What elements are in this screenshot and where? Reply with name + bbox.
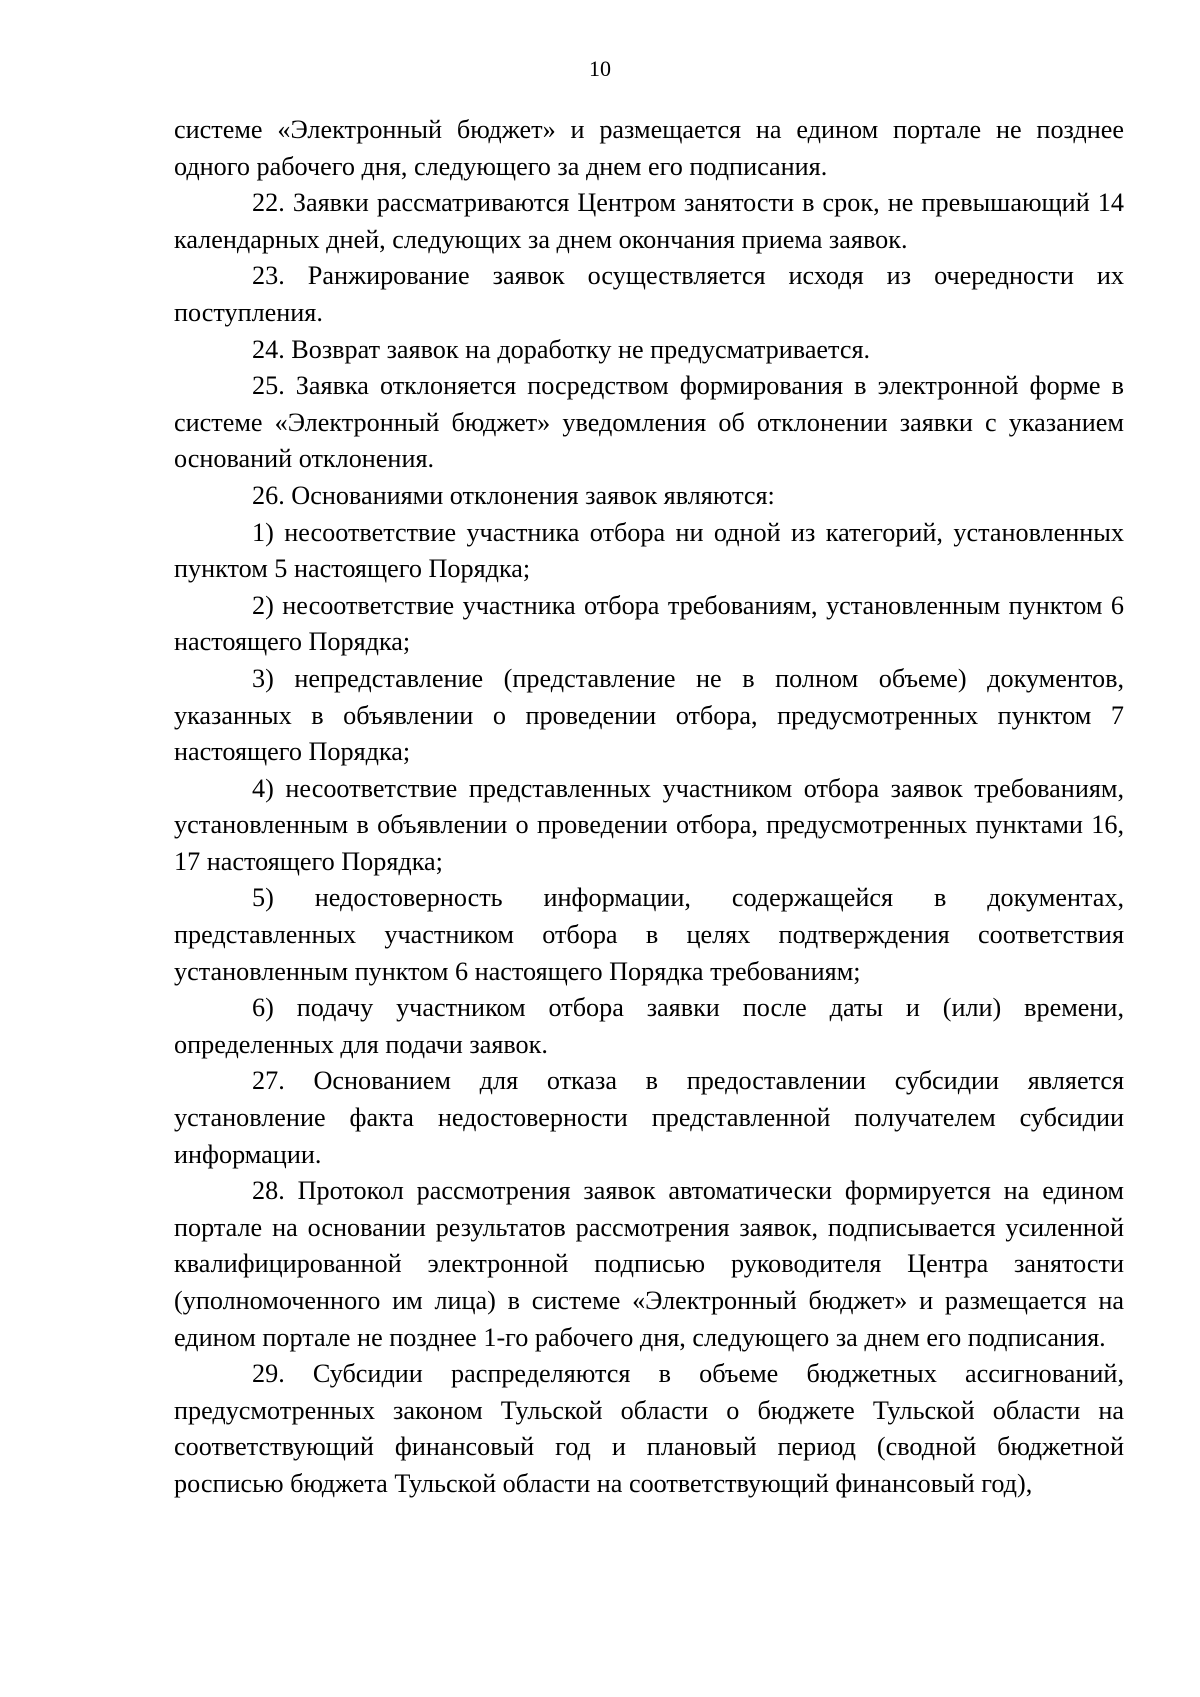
paragraph: 22. Заявки рассматриваются Центром занятости в срок, не превышающий 14 календарных дней, следующих за днем окончания приема заявок.	[174, 188, 1124, 254]
paragraph: 2) несоответствие участника отбора требованиям, установленным пунктом 6 настоящего Порядка;	[174, 590, 1124, 657]
page-number: 10	[589, 56, 611, 81]
paragraph: 24. Возврат заявок на доработку не предусматривается.	[252, 334, 871, 364]
paragraph: 28. Протокол рассмотрения заявок автоматически формируется на едином портале на основании результатов рассмотрения заявок, подписывается усиленной квалифицированной электронной подписью руководителя Центра занятости (уполномоченного им лица) в системе «Электронный бюджет» и размещается на едином портале не позднее 1-го рабочего дня, следующего за днем его подписания.	[174, 1176, 1124, 1352]
paragraph: 26. Основаниями отклонения заявок являются:	[252, 480, 775, 510]
paragraph: 4) несоответствие представленных участником отбора заявок требованиям, установленным в объявлении о проведении отбора, предусмотренных пунктами 16, 17 настоящего Порядка;	[174, 773, 1124, 876]
paragraph: 1) несоответствие участника отбора ни одной из категорий, установленных пунктом 5 настоящего Порядка;	[174, 517, 1124, 584]
paragraph: 27. Основанием для отказа в предоставлении субсидии является установление факта недостоверности представленной получателем субсидии информации.	[174, 1066, 1124, 1169]
paragraph: 6) подачу участником отбора заявки после даты и (или) времени, определенных для подачи заявок.	[174, 993, 1124, 1059]
paragraph: системе «Электронный бюджет» и размещается на едином портале не позднее одного рабочего дня, следующего за днем его подписания.	[174, 115, 1124, 181]
paragraph: 23. Ранжирование заявок осуществляется исходя из очередности их поступления.	[174, 261, 1124, 327]
paragraph: 29. Субсидии распределяются в объеме бюджетных ассигнований, предусмотренных законом Тульской области о бюджете Тульской области на соответствующий финансовый год и плановый период (сводной бюджетной росписью бюджета Тульской области на соответствующий финансовый год),	[174, 1359, 1124, 1498]
document-body	[174, 112, 1124, 1503]
paragraph: 25. Заявка отклоняется посредством формирования в электронной форме в системе «Электронный бюджет» уведомления об отклонении заявки с указанием оснований отклонения.	[174, 371, 1124, 474]
paragraph: 3) непредставление (представление не в полном объеме) документов, указанных в объявлении о проведении отбора, предусмотренных пунктом 7 настоящего Порядка;	[174, 663, 1124, 767]
paragraph: 5) недостоверность информации, содержащейся в документах, представленных участником отбора в целях подтверждения соответствия установленным пунктом 6 настоящего Порядка требованиям;	[174, 883, 1124, 986]
